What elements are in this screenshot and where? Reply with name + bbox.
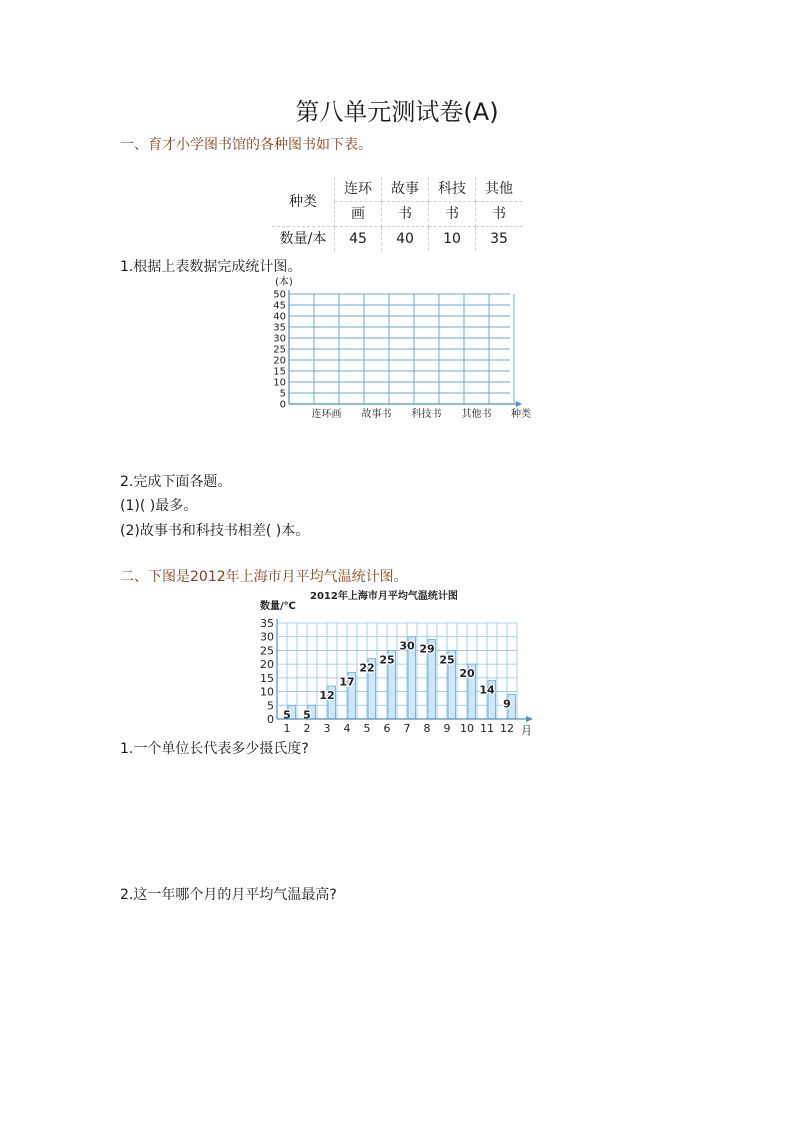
- chart1-category-label: 科技书: [411, 409, 442, 420]
- section1-heading: 一、育才小学图书馆的各种图书如下表。: [120, 137, 372, 153]
- table-col-4-line2: 书: [476, 202, 523, 227]
- page-title: 第八单元测试卷(A): [295, 98, 499, 126]
- chart2-bar-value-label: 25: [379, 653, 395, 667]
- book-chart: [268, 274, 538, 424]
- chart1-ytick-label: 5: [279, 388, 286, 400]
- section1-q2-1: (1)( )最多。: [120, 498, 198, 514]
- chart2-bar-value-label: 9: [503, 697, 511, 711]
- chart1-ytick-label: 30: [273, 333, 286, 345]
- chart1-ytick-label: 20: [273, 355, 286, 367]
- section2-q2: 2.这一年哪个月的月平均气温最高?: [120, 887, 337, 903]
- chart2-bar-value-label: 25: [439, 653, 455, 667]
- chart2-title: 2012年上海市月平均气温统计图: [310, 591, 458, 602]
- chart2-x-arrow-icon: [526, 716, 533, 722]
- table-col-1-line1: 连环: [335, 177, 382, 202]
- chart2-ytick-label: 5: [267, 699, 274, 713]
- chart2-bar-value-label: 17: [339, 675, 355, 689]
- section2-heading: 二、下图是2012年上海市月平均气温统计图。: [120, 569, 408, 585]
- chart2-month-label: 3: [323, 722, 331, 735]
- table-col-2-line2: 书: [382, 202, 429, 227]
- table-col-4-line1: 其他: [476, 177, 523, 202]
- chart2-month-label: 7: [403, 722, 411, 735]
- chart2-y-label: 数量/℃: [260, 601, 296, 612]
- table-row-label: 数量/本: [272, 227, 335, 252]
- table-value-1: 45: [335, 227, 382, 252]
- chart1-ytick-label: 35: [273, 322, 286, 334]
- chart1-category-label: 连环画: [311, 409, 342, 420]
- chart2-bar-value-label: 5: [283, 708, 291, 722]
- section1-q1: 1.根据上表数据完成统计图。: [120, 259, 302, 275]
- table-value-3: 10: [429, 227, 476, 252]
- chart2-month-label: 2: [303, 722, 311, 735]
- chart1-category-label: 其他书: [461, 409, 492, 420]
- chart1-ytick-label: 0: [279, 399, 286, 411]
- chart1-ytick-label: 45: [273, 300, 286, 312]
- chart2-bar-value-label: 30: [399, 639, 415, 653]
- chart2-month-label: 8: [423, 722, 431, 735]
- chart2-month-label: 9: [443, 722, 451, 735]
- chart2-month-label: 5: [363, 722, 371, 735]
- chart1-x-arrow-icon: [516, 401, 522, 407]
- chart2-ytick-label: 10: [260, 685, 274, 699]
- chart2-bar-value-label: 22: [359, 661, 375, 675]
- chart2-ytick-label: 35: [260, 617, 274, 630]
- section2-q1: 1.一个单位长代表多少摄氏度?: [120, 741, 309, 757]
- table-col-1-line2: 画: [335, 202, 382, 227]
- section1-q2: 2.完成下面各题。: [120, 474, 232, 490]
- chart1-ytick-label: 25: [273, 344, 286, 356]
- temperature-chart: [255, 585, 545, 737]
- table-col-3-line1: 科技: [429, 177, 476, 202]
- table-col-3-line2: 书: [429, 202, 476, 227]
- chart2-month-label: 6: [383, 722, 391, 735]
- chart2-ytick-label: 30: [260, 630, 274, 644]
- chart2-month-label: 12: [500, 722, 514, 735]
- chart1-category-label: 故事书: [361, 409, 392, 420]
- chart2-month-label: 4: [343, 722, 351, 735]
- chart1-ytick-label: 10: [273, 377, 286, 389]
- table-col-2-line1: 故事: [382, 177, 429, 202]
- chart1-y-label: (本): [275, 277, 293, 288]
- section1-q2-2: (2)故事书和科技书相差( )本。: [120, 523, 310, 539]
- table-header-label: 种类: [272, 177, 335, 227]
- chart2-month-label: 1: [283, 722, 291, 735]
- chart2-bar-value-label: 20: [459, 667, 475, 681]
- chart2-ytick-label: 20: [260, 658, 274, 672]
- chart1-ytick-label: 50: [273, 289, 286, 301]
- chart2-ytick-label: 15: [260, 671, 274, 685]
- chart2-ytick-label: 0: [267, 713, 274, 726]
- chart1-ytick-label: 15: [273, 366, 286, 378]
- book-table: [272, 177, 522, 251]
- chart2-bar-value-label: 29: [419, 642, 435, 656]
- table-value-2: 40: [382, 227, 429, 252]
- chart2-bar-value-label: 12: [319, 689, 335, 703]
- chart2-bar-value-label: 5: [303, 708, 311, 722]
- chart2-x-label: 月: [521, 724, 532, 737]
- chart2-ytick-label: 25: [260, 644, 274, 658]
- chart2-bar-value-label: 14: [479, 683, 495, 697]
- chart1-x-label: 种类: [511, 409, 531, 420]
- table-value-4: 35: [476, 227, 523, 252]
- chart2-month-label: 10: [460, 722, 474, 735]
- chart1-ytick-label: 40: [273, 311, 286, 323]
- chart2-month-label: 11: [480, 722, 494, 735]
